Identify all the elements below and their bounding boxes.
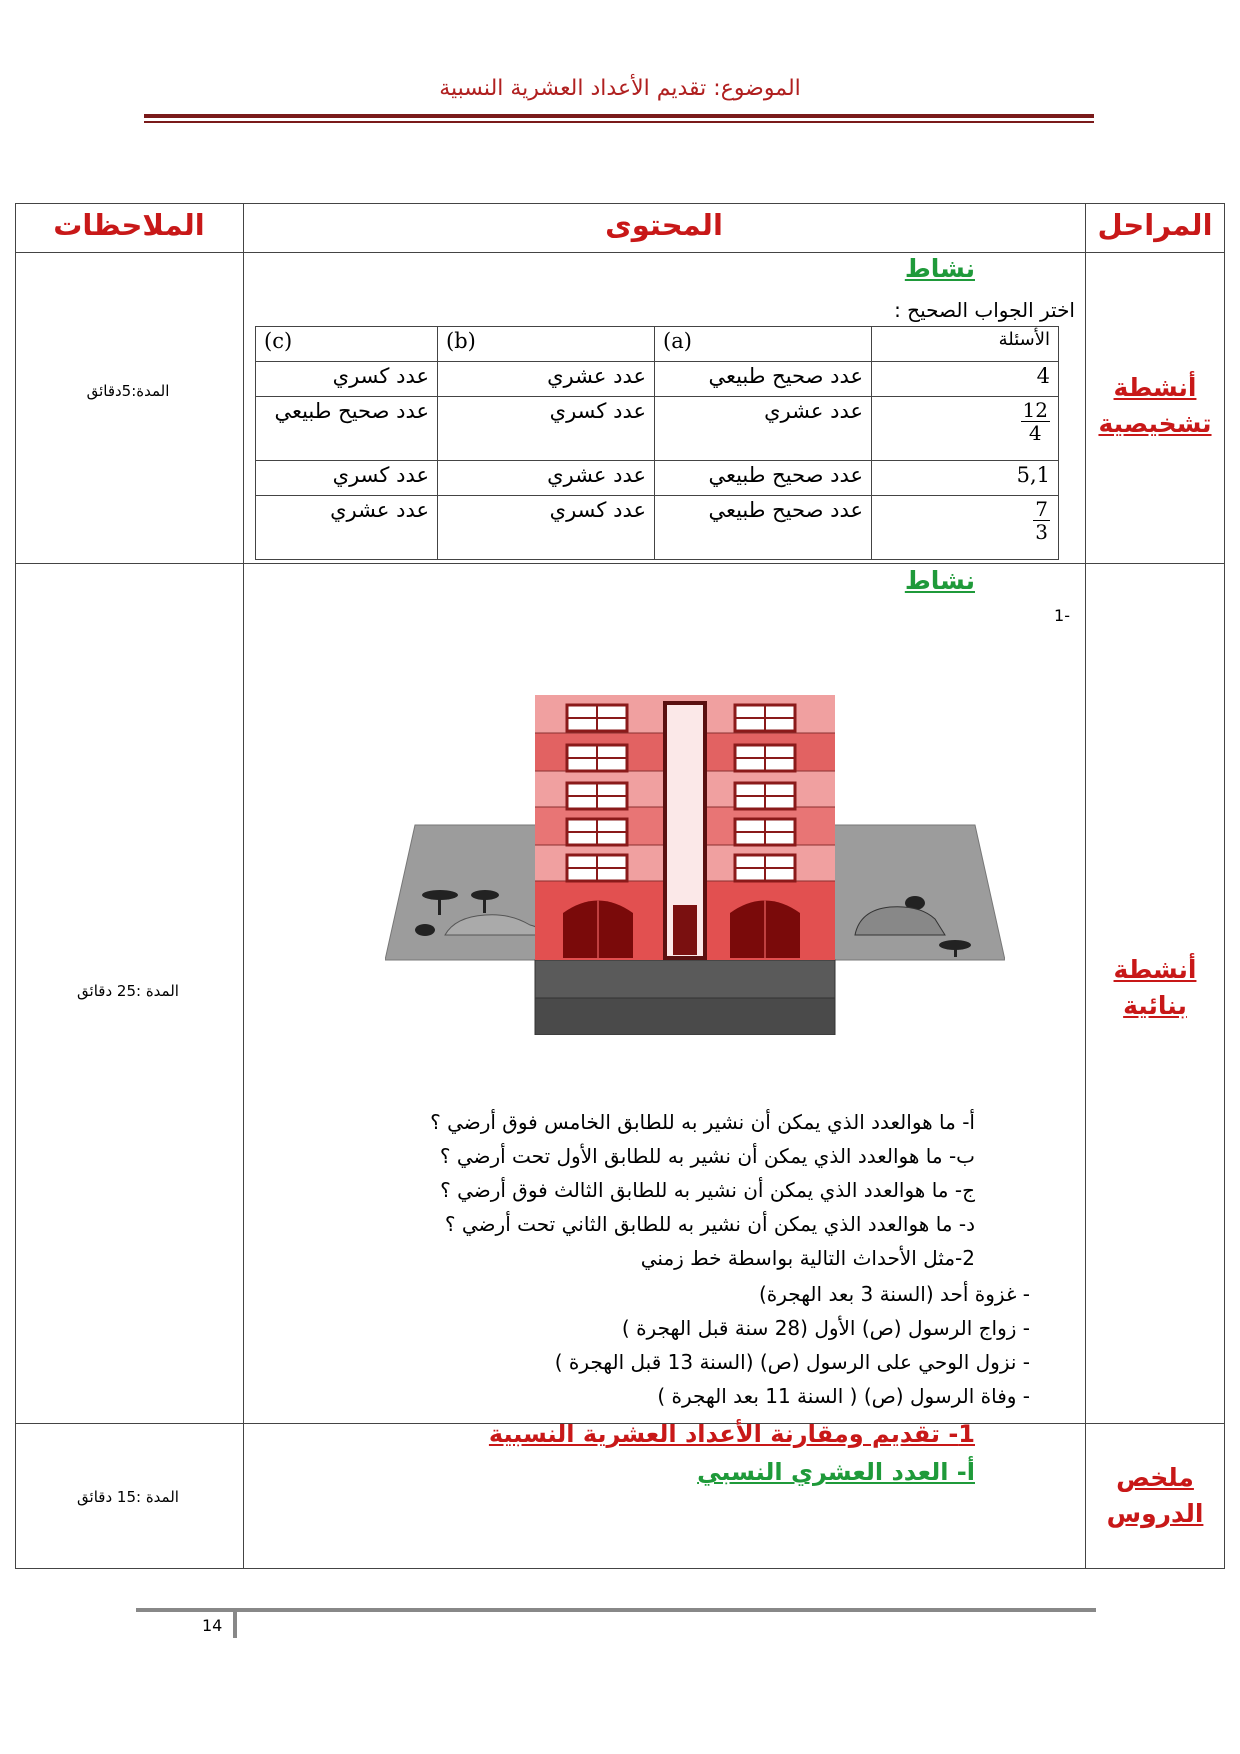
footer-rule xyxy=(136,1608,1096,1612)
fraction-numerator: 12 xyxy=(1022,398,1048,423)
fraction-denominator: 4 xyxy=(1028,421,1042,446)
summary-title: 1- تقديم ومقارنة الأعداد العشرية النسبية xyxy=(488,1420,975,1448)
fraction-denominator: 3 xyxy=(1035,520,1048,545)
table-row xyxy=(256,397,1059,461)
quiz-option-a: عدد عشري xyxy=(655,397,872,461)
quiz-option-b: عدد كسري xyxy=(438,397,655,461)
building-illustration xyxy=(385,695,1005,1035)
question-line: أ- ما هوالعدد الذي يمكن أن نشير به للطابق الخامس فوق أرضي ؟ xyxy=(430,1110,975,1134)
page-title: الموضوع: تقديم الأعداد العشرية النسبية xyxy=(439,76,801,101)
stage-summary: ملخص الدروس xyxy=(1106,1463,1204,1528)
quiz-option-b: عدد كسري xyxy=(438,496,655,560)
fraction xyxy=(1033,498,1050,543)
table-row xyxy=(256,461,1059,496)
event-item: - نزول الوحي على الرسول (ص) (السنة 13 قبل الهجرة ) xyxy=(554,1350,1030,1374)
instruction-text: اختر الجواب الصحيح : xyxy=(894,298,1075,322)
item-number: -1 xyxy=(1054,606,1070,625)
quiz-question xyxy=(872,397,1059,461)
table-divider xyxy=(1085,203,1086,1569)
stage-diagnostic: أنشطة تشخيصية xyxy=(1098,373,1212,438)
quiz-header-a: (a) xyxy=(655,327,872,362)
table-divider xyxy=(243,203,244,1569)
quiz-header-questions: الأسئلة xyxy=(872,327,1059,362)
quiz-question xyxy=(872,496,1059,560)
fraction-numerator: 7 xyxy=(1035,497,1048,522)
duration-diagnostic: المدة:5دقائق xyxy=(86,382,170,400)
table-divider xyxy=(15,563,1225,564)
quiz-question: 4 xyxy=(872,362,1059,397)
event-item: - زواج الرسول (ص) الأول (28 سنة قبل الهجرة ) xyxy=(621,1316,1030,1340)
table-row xyxy=(256,362,1059,397)
fraction xyxy=(1021,399,1050,444)
page-number: 14 xyxy=(202,1616,223,1635)
event-item: - وفاة الرسول (ص) ( السنة 11 بعد الهجرة ) xyxy=(657,1384,1030,1408)
footer-bar xyxy=(233,1610,237,1638)
question-line: د- ما هوالعدد الذي يمكن أن نشير به للطابق الثاني تحت أرضي ؟ xyxy=(444,1212,975,1236)
quiz-option-b: عدد عشري xyxy=(438,461,655,496)
duration-constructive: المدة :25 دقائق xyxy=(77,982,179,1000)
header-rule-thin xyxy=(144,121,1094,123)
quiz-option-c: عدد صحيح طبيعي xyxy=(256,397,438,461)
question-line: ب- ما هوالعدد الذي يمكن أن نشير به للطابق الأول تحت أرضي ؟ xyxy=(439,1144,975,1168)
stage-constructive: أنشطة بنائية xyxy=(1113,955,1197,1020)
activity-label: نشاط xyxy=(904,566,975,595)
quiz-option-b: عدد عشري xyxy=(438,362,655,397)
summary-subtitle: أ- العدد العشري النسبي xyxy=(697,1458,975,1486)
quiz-table xyxy=(255,326,1059,560)
table-row xyxy=(256,496,1059,560)
event-item: - غزوة أحد (السنة 3 بعد الهجرة) xyxy=(758,1282,1030,1306)
table-divider xyxy=(15,252,1225,253)
question-line: ج- ما هوالعدد الذي يمكن أن نشير به للطابق الثالث فوق أرضي ؟ xyxy=(440,1178,975,1202)
header-stages: المراحل xyxy=(1097,208,1213,242)
activity-label: نشاط xyxy=(904,254,975,283)
quiz-header-b: (b) xyxy=(438,327,655,362)
header-content: المحتوى xyxy=(605,208,723,242)
question-line: 2-مثل الأحداث التالية بواسطة خط زمني xyxy=(640,1246,975,1270)
quiz-option-c: عدد كسري xyxy=(256,362,438,397)
header-rule xyxy=(144,114,1094,118)
quiz-question: 5,1 xyxy=(872,461,1059,496)
quiz-header-c: (c) xyxy=(256,327,438,362)
header-notes: الملاحظات xyxy=(53,208,205,242)
quiz-option-c: عدد عشري xyxy=(256,496,438,560)
quiz-option-a: عدد صحيح طبيعي xyxy=(655,496,872,560)
quiz-option-a: عدد صحيح طبيعي xyxy=(655,461,872,496)
duration-summary: المدة :15 دقائق xyxy=(77,1488,179,1506)
quiz-option-c: عدد كسري xyxy=(256,461,438,496)
quiz-option-a: عدد صحيح طبيعي xyxy=(655,362,872,397)
